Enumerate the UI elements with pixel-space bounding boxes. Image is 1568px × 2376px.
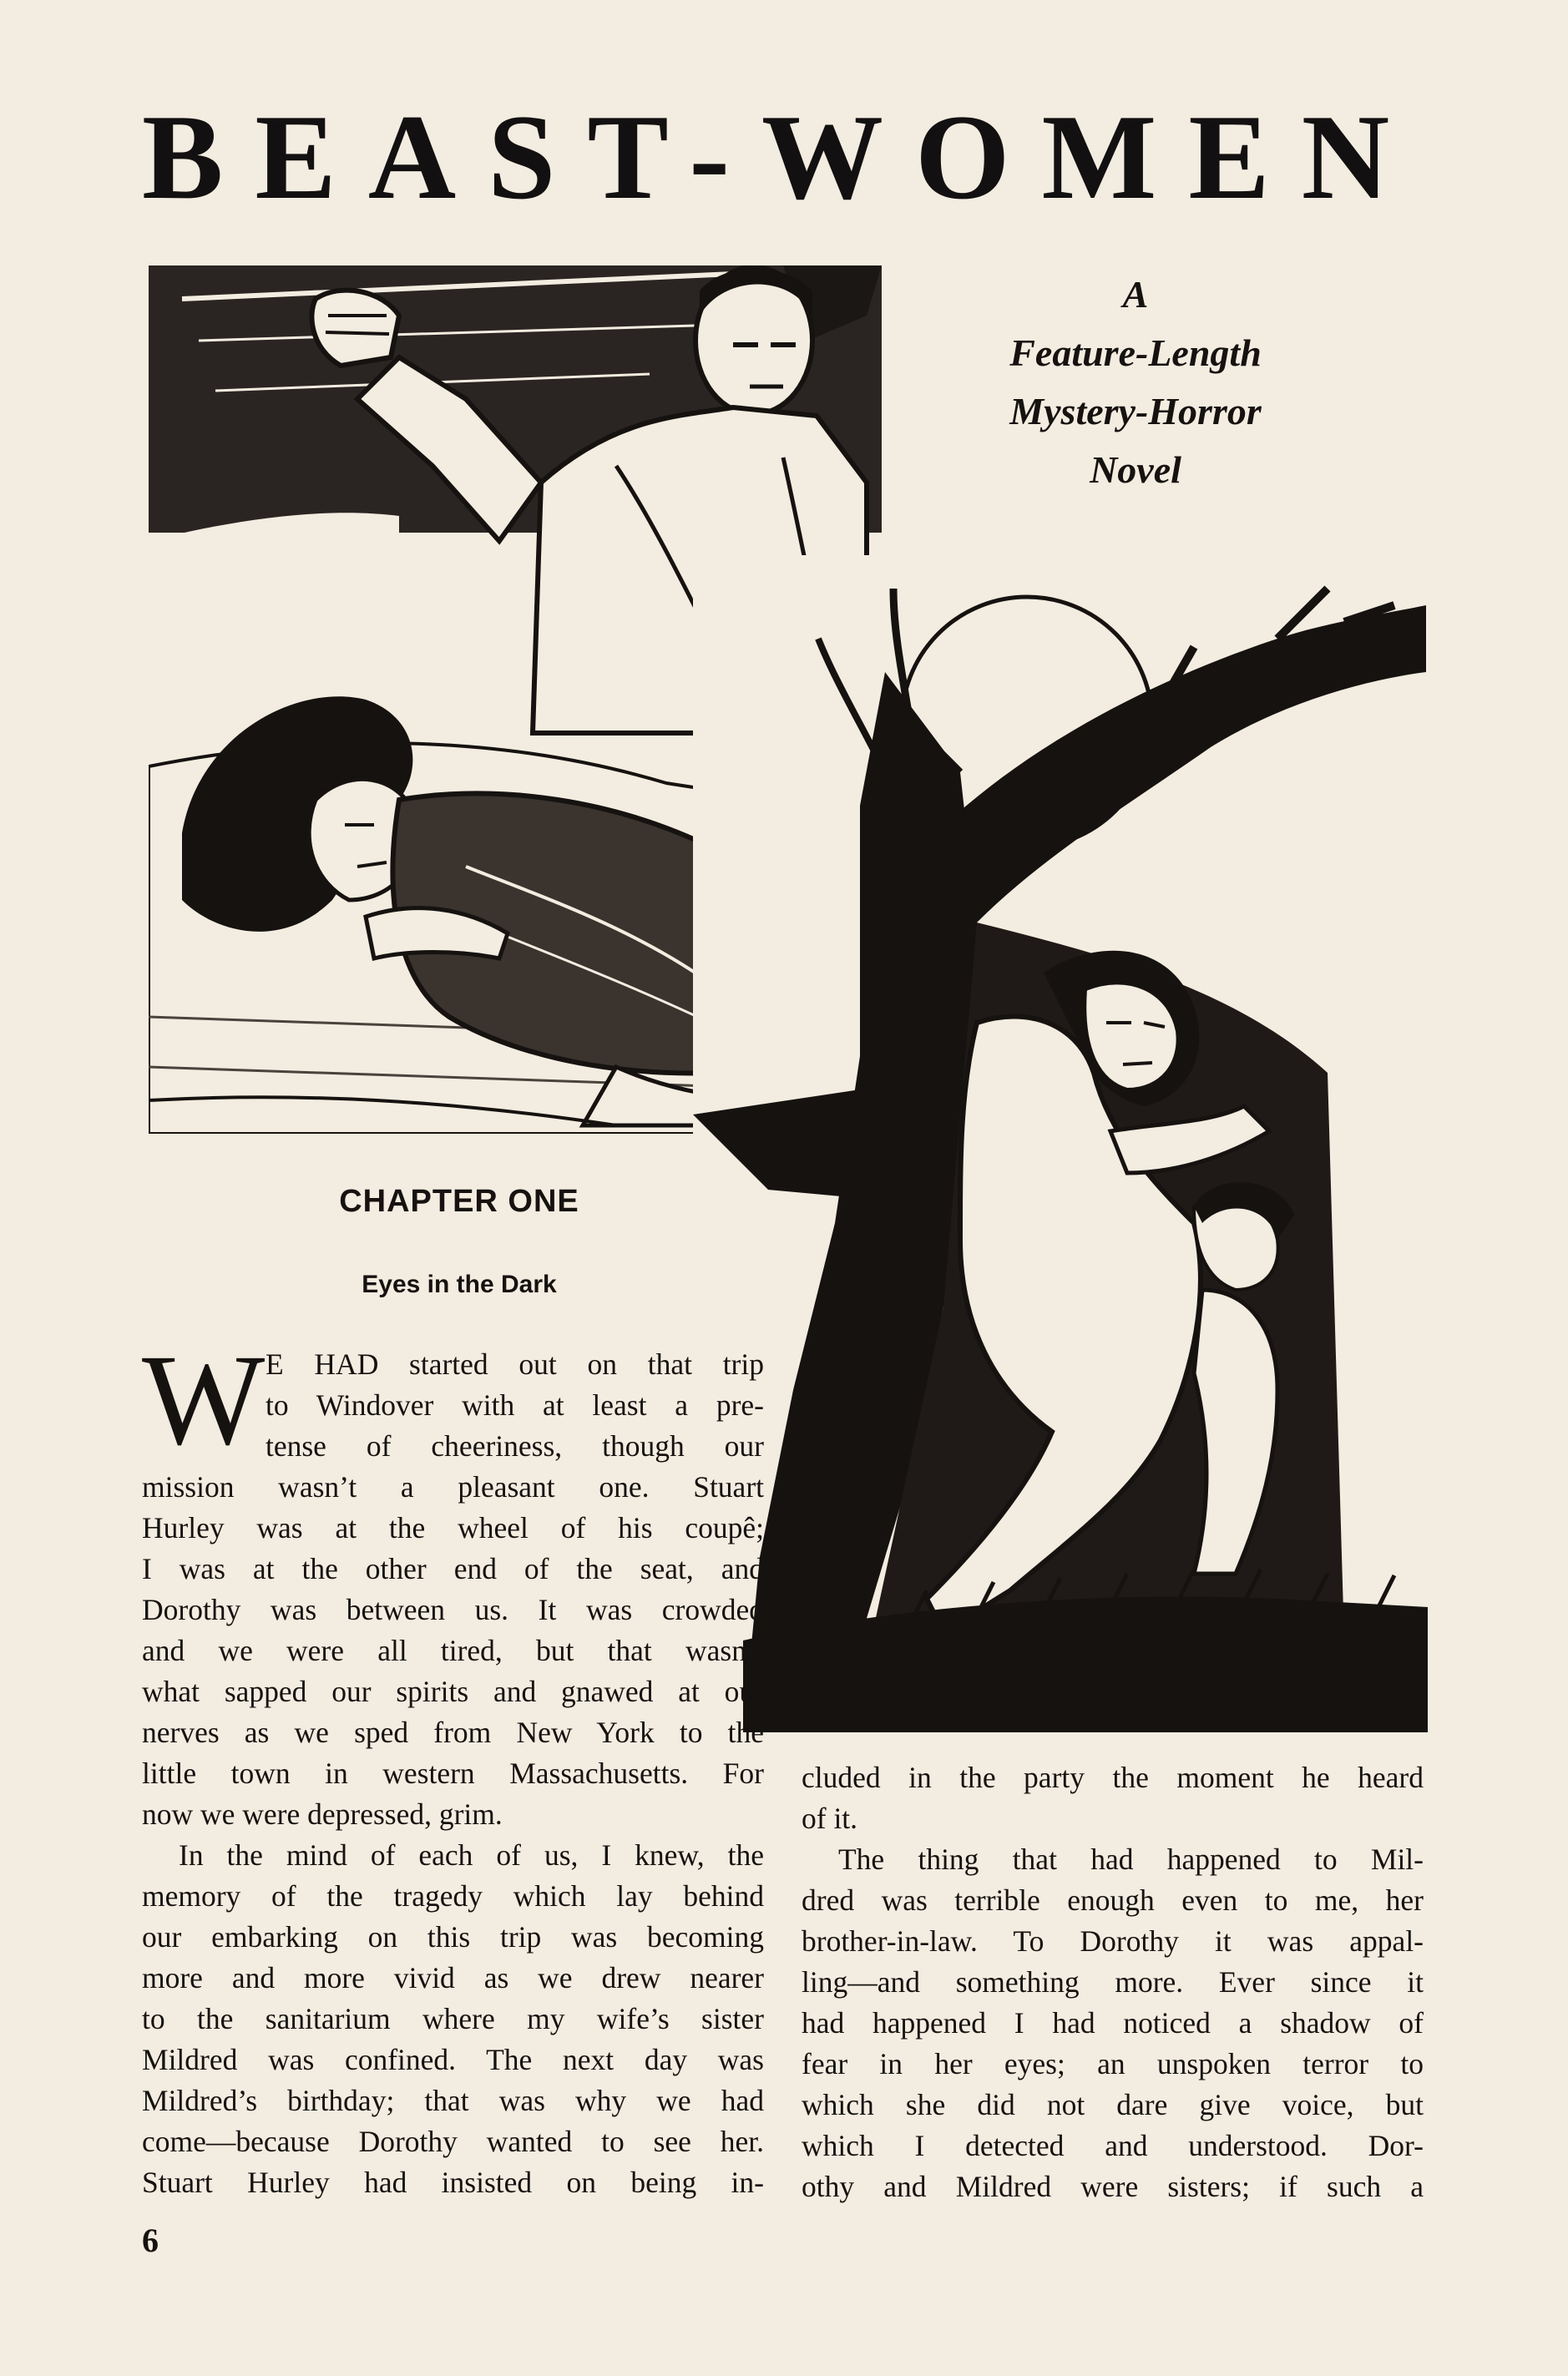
text-line: Mildred was confined. The next day was <box>142 2043 764 2076</box>
right-column <box>802 1757 1424 2207</box>
drop-cap: W <box>142 1327 266 1472</box>
text-line: Stuart Hurley had insisted on being in- <box>142 2166 764 2199</box>
text-line: tense of cheeriness, though our <box>266 1429 764 1463</box>
text-line: The thing that had happened to Mil- <box>838 1843 1424 1876</box>
text-line: E HAD started out on that trip <box>266 1347 764 1381</box>
text-line: memory of the tragedy which lay behind <box>142 1879 764 1913</box>
text-line: little town in western Massachusetts. For <box>142 1757 764 1790</box>
text-line: I was at the other end of the seat, and <box>142 1552 764 1585</box>
text-line: and we were all tired, but that wasn’t <box>142 1634 764 1667</box>
text-line: mission wasn’t a pleasant one. Stuart <box>142 1470 764 1504</box>
subtitle-line: Feature-Length <box>1009 331 1262 374</box>
chapter-title: Eyes in the Dark <box>362 1271 557 1298</box>
text-line: Dorothy was between us. It was crowded <box>142 1593 764 1626</box>
text-line: come—because Dorothy wanted to see her. <box>142 2125 764 2158</box>
text-line: which I detected and understood. Dor- <box>802 2129 1424 2162</box>
text-line: In the mind of each of us, I knew, the <box>179 1838 764 1872</box>
story-subtitle <box>952 265 1319 499</box>
subtitle-line: Novel <box>1090 448 1181 491</box>
text-line: ling—and something more. Ever since it <box>802 1965 1424 1999</box>
page-number: 6 <box>142 2222 159 2259</box>
story-title: BEAST-WOMEN <box>142 89 1422 225</box>
text-line: of it. <box>802 1802 858 1835</box>
text-line: Hurley was at the wheel of his coupê; <box>142 1511 764 1544</box>
beast-women-under-tree-illustration <box>693 555 1428 1732</box>
text-line: our embarking on this trip was becoming <box>142 1920 764 1954</box>
text-line: nerves as we sped from New York to the <box>142 1716 764 1749</box>
text-line: othy and Mildred were sisters; if such a <box>802 2170 1424 2203</box>
text-line: what sapped our spirits and gnawed at our <box>142 1675 764 1708</box>
left-column <box>142 1467 764 2203</box>
text-line: had happened I had noticed a shadow of <box>802 2006 1424 2040</box>
text-line: fear in her eyes; an unspoken terror to <box>802 2047 1424 2080</box>
text-line: Mildred’s birthday; that was why we had <box>142 2084 764 2117</box>
illustration-women-crouching-beneath-tree-icon <box>693 555 1428 1732</box>
text-line: now we were depressed, grim. <box>142 1797 503 1831</box>
text-line: more and more vivid as we drew nearer <box>142 1961 764 1994</box>
chapter-heading: CHAPTER ONE <box>339 1184 579 1219</box>
text-line: cluded in the party the moment he heard <box>802 1761 1424 1794</box>
drop-cap-lines <box>266 1344 764 1467</box>
text-line: to the sanitarium where my wife’s sister <box>142 2002 764 2035</box>
text-line: to Windover with at least a pre- <box>266 1388 764 1422</box>
text-line: dred was terrible enough even to me, her <box>802 1883 1424 1917</box>
subtitle-line: Mystery-Horror <box>1009 390 1262 432</box>
text-line: which she did not dare give voice, but <box>802 2088 1424 2121</box>
subtitle-line: A <box>1122 273 1149 316</box>
text-line: brother-in-law. To Dorothy it was appal- <box>802 1924 1424 1958</box>
